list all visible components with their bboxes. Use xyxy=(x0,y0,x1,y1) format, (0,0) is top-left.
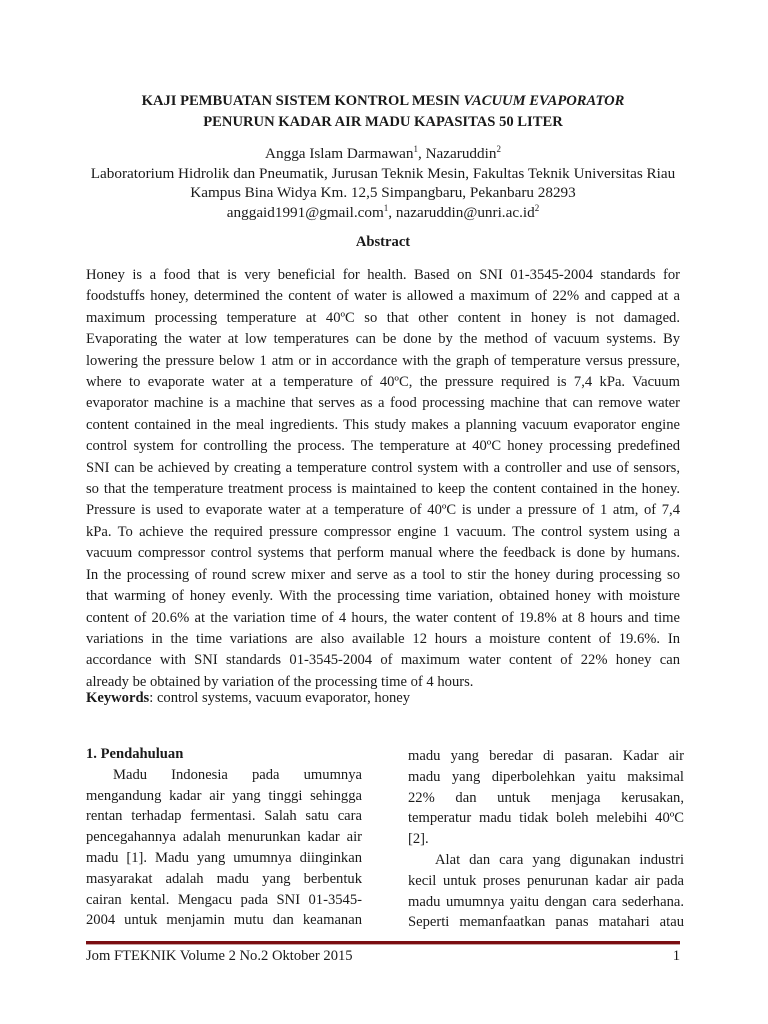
abstract-line: that warming of honey evenly. With the processing time variation, obtained honey with moisture xyxy=(86,588,680,605)
abstract-line: In the processing of round screw mixer and serve as a tool to stir the honey during processing so xyxy=(86,566,680,583)
intro-line: kecil untuk proses penurunan kadar air pada xyxy=(408,872,684,889)
keywords-text: : control systems, vacuum evaporator, honey xyxy=(149,690,411,706)
intro-left-column xyxy=(86,744,362,931)
abstract-line: where to evaporate water at a temperature of 40ºC, the pressure required is 7,4 kPa. Vacuum xyxy=(86,374,680,391)
abstract-line: already be obtained by variation of the processing time of 4 hours. xyxy=(86,673,474,690)
abstract-line: evaporator machine is a machine that serves as a food processing machine that can remove water xyxy=(86,395,680,412)
intro-line: mengandung kadar air yang tinggi sehingga xyxy=(86,787,362,804)
footer-rule-shadow xyxy=(86,944,680,945)
affiliation: Laboratorium Hidrolik dan Pneumatik, Jurusan Teknik Mesin, Fakultas Teknik Universitas Riau xyxy=(90,164,676,182)
email-link[interactable]: nazaruddin@unri.ac.id xyxy=(395,203,535,221)
author-name: Nazaruddin xyxy=(425,145,497,162)
email-separator: , xyxy=(388,203,396,221)
paper-title xyxy=(86,91,680,133)
title-line-2: PENURUN KADAR AIR MADU KAPASITAS 50 LITER xyxy=(203,114,563,130)
intro-line: masyarakat adalah madu yang berbentuk xyxy=(86,870,362,887)
keywords xyxy=(86,690,680,707)
abstract-line: lowering the pressure below 1 atm or in accordance with the graph of temperature versus pressure, xyxy=(86,352,680,369)
abstract-line: SNI can be achieved by creating a temperature control system with a controller and use of sensors, xyxy=(86,459,680,476)
intro-line: Madu Indonesia pada umumnya xyxy=(113,766,362,783)
author-superscript: 2 xyxy=(496,144,501,154)
keywords-label: Keywords xyxy=(86,690,150,706)
author-superscript: 1 xyxy=(413,144,418,154)
intro-line: temperatur madu tidak boleh melebihi 40ºC xyxy=(408,810,684,827)
email-superscript: 1 xyxy=(383,202,389,213)
abstract-line: vacuum compressor control systems that perform manual where the feedback is done by humans. xyxy=(86,545,680,562)
page-footer xyxy=(86,948,680,965)
intro-line: pencegahannya adalah menurunkan kadar air xyxy=(86,829,362,846)
abstract-heading: Abstract xyxy=(355,234,411,250)
page-number: 1 xyxy=(672,948,680,964)
intro-line: 2004 untuk menjamin mutu dan keamanan xyxy=(86,912,362,929)
intro-line: cairan kental. Mengacu pada SNI 01-3545- xyxy=(86,891,362,908)
author-names xyxy=(76,144,690,164)
intro-line: Seperti memanfaatkan panas matahari atau xyxy=(408,914,684,931)
intro-line: madu yang diperbolehkan yaitu maksimal xyxy=(408,768,684,785)
email-link[interactable]: anggaid1991@gmail.com xyxy=(226,203,384,221)
intro-line: 22% dan untuk menjaga kerusakan, xyxy=(408,789,684,806)
author-separator: , xyxy=(418,145,426,162)
intro-right-column xyxy=(408,746,684,933)
abstract-line: Evaporating the water at low temperatures can be done by the method of vacuum systems. By xyxy=(86,331,680,348)
abstract-line: control system for controlling the process. The temperature at 40ºC honey processing predefined xyxy=(86,438,680,455)
abstract-line: content of 20.6% at the variation time of 4 hours, the water content of 19.8% at 8 hours and time xyxy=(86,609,680,626)
intro-line: rentan terhadap fermentasi. Salah satu cara xyxy=(86,808,362,825)
abstract-line: Pressure is used to evaporate water at a temperature of 40ºC is under a pressure of 1 atm, of 7,4 xyxy=(86,502,680,519)
title-italic-text: VACUUM EVAPORATOR xyxy=(463,93,625,109)
author-block xyxy=(76,144,690,222)
author-name: Angga Islam Darmawan xyxy=(265,145,414,162)
abstract-line: accordance with SNI standards 01-3545-2004 of maximum water content of 22% honey can xyxy=(86,652,680,669)
intro-line: Alat dan cara yang digunakan industri xyxy=(435,851,684,868)
emails xyxy=(76,203,690,223)
address: Kampus Bina Widya Km. 12,5 Simpangbaru, Pekanbaru 28293 xyxy=(190,184,576,201)
abstract-line: kPa. To achieve the required pressure compressor engine 1 vacuum. The control system using a xyxy=(86,523,680,540)
abstract-body xyxy=(86,265,680,693)
section-heading: 1. Pendahuluan xyxy=(86,746,184,762)
intro-line: madu umumnya yaitu dengan cara sederhana. xyxy=(408,893,684,910)
abstract-line: maximum processing temperature at 40ºC so that other content in honey is not damaged. xyxy=(86,309,680,326)
intro-line: madu yang beredar di pasaran. Kadar air xyxy=(408,748,684,764)
intro-line: [2]. xyxy=(408,831,429,848)
abstract-line: content contained in the meal ingredients. This study makes a planning vacuum evaporator engine xyxy=(86,416,680,433)
abstract-line: Honey is a food that is very beneficial for health. Based on SNI 01-3545-2004 standards for xyxy=(86,267,680,283)
title-line-1 xyxy=(86,91,680,112)
abstract-line: foodstuffs honey, determined the content of water is allowed a maximum of 22% and capped at a xyxy=(86,288,680,305)
journal-name: Jom FTEKNIK Volume 2 No.2 Oktober 2015 xyxy=(86,948,353,964)
email-superscript: 2 xyxy=(534,202,540,213)
abstract-line: so that the temperature treatment process is maintained to keep the content contained in the honey. xyxy=(86,481,680,498)
intro-line: madu [1]. Madu yang umumnya diinginkan xyxy=(86,849,362,866)
title-text: KAJI PEMBUATAN SISTEM KONTROL MESIN xyxy=(141,93,464,109)
abstract-line: variations in the time variations are also available 12 hours a moisture content of 19.6%. In xyxy=(86,630,680,647)
